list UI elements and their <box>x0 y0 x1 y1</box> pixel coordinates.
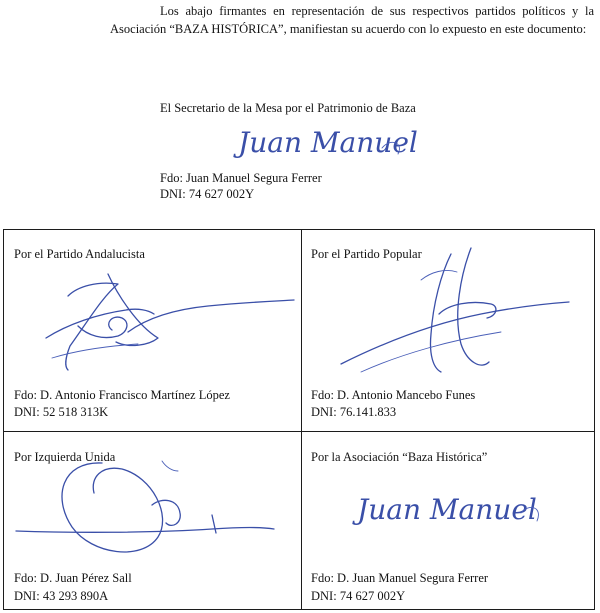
baza-signature-text: Juan Manuel <box>357 493 537 526</box>
cell-baza-historica <box>301 431 594 609</box>
cell-partido-popular <box>301 230 594 431</box>
secretary-role: El Secretario de la Mesa por el Patrimonio de Baza <box>160 101 416 115</box>
secretary-signature-text: Juan Manuel <box>238 126 418 159</box>
secretary-signature <box>232 118 422 166</box>
cell-party-title: Por el Partido Andalucista <box>14 247 145 261</box>
cell-dni: DNI: 52 518 313K <box>14 405 109 419</box>
secretary-dni: DNI: 74 627 002Y <box>160 187 255 201</box>
andalucista-signature <box>8 266 298 386</box>
cell-partido-andalucista <box>4 230 301 431</box>
cell-party-title: Por Izquierda Unida <box>14 450 116 464</box>
intro-paragraph: Los abajo firmantes en representación de sus respectivos partidos políticos y la Asociación “BAZA HISTÓRICA”, manifiestan su acuerdo con lo expuesto en este documento: <box>110 4 594 36</box>
cell-party-title: Por el Partido Popular <box>311 247 422 261</box>
cell-dni: DNI: 76.141.833 <box>311 405 397 419</box>
cell-signed-by: Fdo: D. Juan Pérez Sall <box>14 571 132 585</box>
cell-signed-by: Fdo: D. Antonio Francisco Martínez López <box>14 388 230 402</box>
cell-dni: DNI: 43 293 890A <box>14 589 109 603</box>
popular-signature <box>321 244 581 384</box>
secretary-signed-by: Fdo: Juan Manuel Segura Ferrer <box>160 171 322 185</box>
cell-signed-by: Fdo: D. Antonio Mancebo Funes <box>311 388 476 402</box>
secretary-block <box>160 100 480 202</box>
signatures-table <box>3 229 595 610</box>
baza-historica-signature <box>351 485 571 535</box>
izquierda-unida-signature <box>12 457 292 567</box>
cell-izquierda-unida <box>4 431 301 609</box>
cell-signed-by: Fdo: D. Juan Manuel Segura Ferrer <box>311 571 489 585</box>
cell-party-title: Por la Asociación “Baza Histórica” <box>311 450 488 464</box>
cell-dni: DNI: 74 627 002Y <box>311 589 406 603</box>
